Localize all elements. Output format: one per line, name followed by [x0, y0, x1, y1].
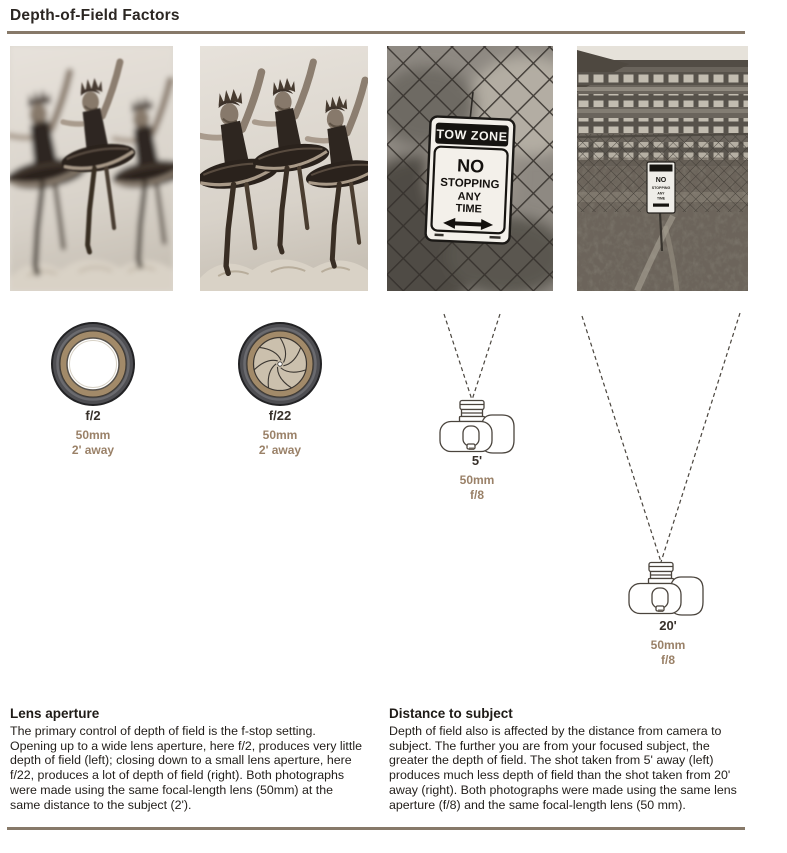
- tow-zone-sign: [425, 116, 514, 244]
- section-distance-to-subject: [389, 706, 747, 812]
- lens-label: 50mm: [262, 428, 298, 442]
- page-title: Depth-of-Field Factors: [10, 7, 180, 24]
- distance-5ft-caption: [412, 453, 542, 503]
- photo-ballerinas-f22: [200, 46, 368, 291]
- fstop-label: f/8: [469, 488, 484, 502]
- aperture-f22-diagram: [236, 320, 324, 408]
- sign-header-text: TOW ZONE: [436, 126, 508, 145]
- top-divider: [7, 31, 745, 34]
- distance-label: 20': [659, 618, 677, 633]
- field-of-view-lines-5ft: [438, 310, 506, 400]
- sign-line3: ANY: [457, 190, 482, 204]
- fstop-label: f/2: [85, 408, 101, 423]
- bottom-divider: [7, 827, 745, 830]
- lens-label: 50mm: [75, 428, 111, 442]
- aperture-f2-diagram: [49, 320, 137, 408]
- sign-line4: TIME: [656, 196, 666, 201]
- sign-line4: TIME: [455, 202, 483, 216]
- section-body: The primary control of depth of field is the f-stop setting. Opening up to a wide lens aperture, here f/2, produces very little depth of field (left); closing down to a small lens aperture, here f/22, produces a lot of depth of field (right). Both photographs were made using the same focal-length lens (50mm) at the same distance to the subject (2').: [10, 724, 362, 812]
- photo-sign-20ft: [577, 46, 748, 291]
- distance-label: 5': [471, 453, 483, 468]
- camera-top-view-20ft: [627, 561, 705, 617]
- sign-line1: NO: [456, 155, 485, 177]
- camera-top-view-5ft: [438, 399, 516, 455]
- fstop-label: f/22: [268, 408, 292, 423]
- sign-line2: STOPPING: [439, 176, 500, 192]
- sign-line3: ANY: [657, 191, 665, 196]
- photo-ballerinas-f2: [10, 46, 173, 291]
- lens-label: 50mm: [459, 473, 495, 487]
- fstop-label: f/8: [660, 653, 675, 667]
- section-heading: Distance to subject: [389, 706, 513, 721]
- distance-label: 2' away: [258, 443, 302, 457]
- photo-sign-5ft: [387, 46, 553, 291]
- section-heading: Lens aperture: [10, 706, 100, 721]
- section-body: Depth of field also is affected by the distance from camera to subject. The further you are from your focused subject, the greater the depth of field. The shot taken from 5' away (left) produces much less depth of field than the shot taken from 20' away (right). Both photographs were made using the same lens aperture (f/8) and the same focal-length lens (50 mm).: [389, 724, 737, 812]
- sign-line1: NO: [655, 177, 667, 184]
- lens-label: 50mm: [650, 638, 686, 652]
- distance-20ft-caption: [603, 618, 733, 668]
- field-of-view-lines-20ft: [576, 310, 746, 562]
- sign-line2: STOPPING: [651, 186, 671, 190]
- aperture-f2-caption: [28, 408, 158, 458]
- distance-label: 2' away: [71, 443, 115, 457]
- aperture-f22-caption: [215, 408, 345, 458]
- section-lens-aperture: [10, 706, 363, 812]
